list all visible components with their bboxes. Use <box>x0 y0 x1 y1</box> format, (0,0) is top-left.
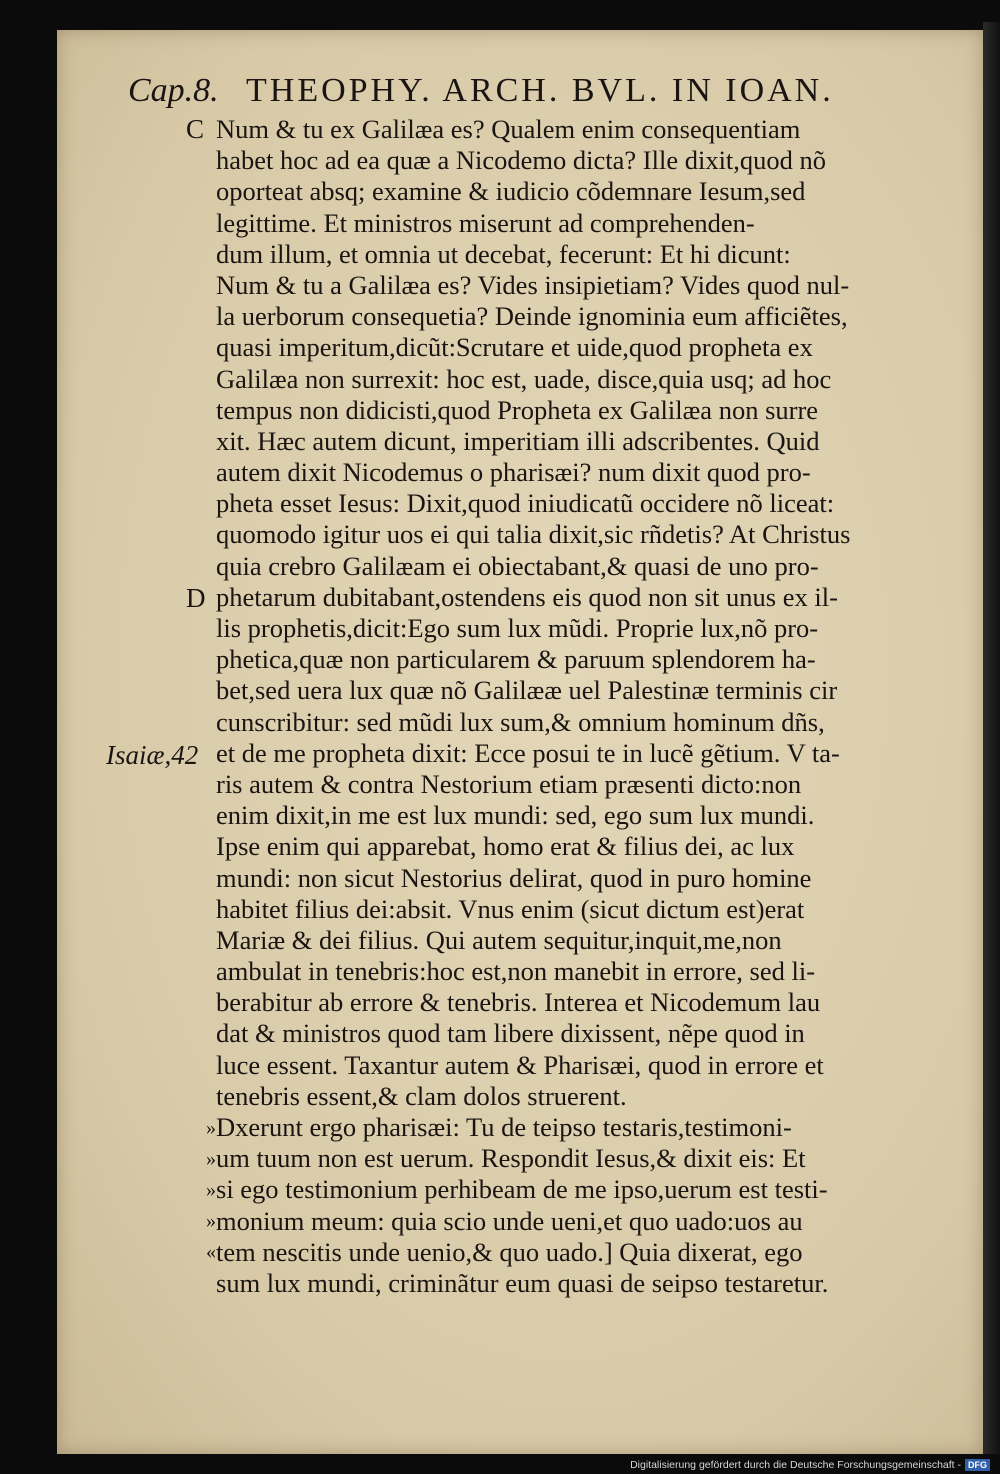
quote-mark: « <box>206 1241 216 1263</box>
text-line: habitet filius dei:absit. Vnus enim (sicut dictum est)erat <box>216 893 805 924</box>
text-line: lis prophetis,dicit:Ego sum lux mũdi. Proprie lux,nõ pro- <box>216 613 819 643</box>
text-line: quasi imperitum,dicũt:Scrutare et uide,quod propheta ex <box>216 332 813 363</box>
text-line: si ego testimonium perhibeam de me ipso,uerum est testi- <box>216 1174 828 1205</box>
body-text <box>216 114 916 1299</box>
text-line: Mariæ & dei filius. Qui autem sequitur,inquit,me,non <box>216 924 782 955</box>
quote-mark: » <box>206 1148 216 1170</box>
running-title: THEOPHY. ARCH. BVL. IN IOAN. <box>246 72 834 109</box>
text-line: ambulat in tenebris:hoc est,non manebit in errore, sed li- <box>216 956 816 987</box>
text-line: legittime. Et ministros miserunt ad comprehenden- <box>216 207 755 238</box>
text-line: pheta esset Iesus: Dixit,quod iniudicatũ occidere nõ liceat: <box>216 488 835 519</box>
text-line: tem nescitis unde uenio,& quo uado.] Quia dixerat, ego <box>216 1236 803 1267</box>
text-line: phetica,quæ non particularem & paruum splendorem ha- <box>216 644 816 675</box>
dfg-logo: DFG <box>965 1459 990 1471</box>
text-line: sum lux mundi, criminãtur eum quasi de seipso testaretur. <box>216 1267 829 1298</box>
quote-mark: » <box>206 1210 216 1232</box>
text-line: monium meum: quia scio unde ueni,et quo uado:uos au <box>216 1205 803 1236</box>
text-line: habet hoc ad ea quæ a Nicodemo dicta? Ille dixit,quod nõ <box>216 145 827 176</box>
quote-mark: » <box>206 1179 216 1201</box>
text-line: ris autem & contra Nestorium etiam præsenti dicto:non <box>216 768 802 799</box>
text-line: autem dixit Nicodemus o pharisæi? num dixit quod pro- <box>216 457 811 488</box>
margin-marker-d: D <box>186 583 206 613</box>
text-line: Ipse enim qui apparebat, homo erat & filius dei, ac lux <box>216 831 795 862</box>
text-line: quia crebro Galilæam ei obiectabant,& quasi de uno pro- <box>216 550 819 581</box>
text-line: quomodo igitur uos ei qui talia dixit,sic rñdetis? At Christus <box>216 519 851 550</box>
quote-mark: » <box>206 1117 216 1139</box>
digitization-credit <box>630 1458 990 1472</box>
margin-note-isaiah: Isaiæ,42 <box>106 740 199 770</box>
text-line: um tuum non est uerum. Respondit Iesus,& dixit eis: Et <box>216 1143 806 1174</box>
text-line: dat & ministros quod tam libere dixissent, nẽpe quod in <box>216 1018 805 1049</box>
text-line: luce essent. Taxantur autem & Pharisæi, quod in errore et <box>216 1049 824 1080</box>
page-edge <box>983 22 1000 1454</box>
text-line: Galilæa non surrexit: hoc est, uade, disce,quia usq; ad hoc <box>216 363 832 394</box>
running-head <box>128 72 868 116</box>
text-line: Num & tu ex Galilæa es? Qualem enim consequentiam <box>216 114 801 144</box>
text-line: berabitur ab errore & tenebris. Interea et Nicodemum lau <box>216 987 821 1018</box>
text-line: tenebris essent,& clam dolos struerent. <box>216 1080 627 1111</box>
text-line: enim dixit,in me est lux mundi: sed, ego sum lux mundi. <box>216 800 815 831</box>
chapter-label: Cap.8. <box>128 72 219 109</box>
text-line: et de me propheta dixit: Ecce posui te in lucẽ gẽtium. V ta- <box>216 737 840 768</box>
text-line: dum illum, et omnia ut decebat, fecerunt: Et hi dicunt: <box>216 238 791 269</box>
margin-marker-c: C <box>186 114 205 144</box>
text-line: xit. Hæc autem dicunt, imperitiam illi adscribentes. Quid <box>216 425 820 456</box>
text-line: cunscribitur: sed mũdi lux sum,& omnium hominum dñs, <box>216 706 825 737</box>
text-line: tempus non didicisti,quod Propheta ex Galilæa non surre <box>216 394 819 425</box>
text-line: la uerborum consequetia? Deinde ignominia eum afficiẽtes, <box>216 301 848 332</box>
text-line: phetarum dubitabant,ostendens eis quod non sit unus ex il- <box>216 581 838 612</box>
text-line: Dxerunt ergo pharisæi: Tu de teipso testaris,testimoni- <box>216 1112 792 1142</box>
text-line: Num & tu a Galilæa es? Vides insipietiam? Vides quod nul- <box>216 269 850 300</box>
text-line: bet,sed uera lux quæ nõ Galilææ uel Palestinæ terminis cir <box>216 675 838 706</box>
text-line: oporteat absq; examine & iudicio cõdemnare Iesum,sed <box>216 176 806 207</box>
credit-text: Digitalisierung gefördert durch die Deutsche Forschungsgemeinschaft - <box>630 1459 961 1471</box>
text-line: mundi: non sicut Nestorius delirat, quod in puro homine <box>216 862 812 893</box>
